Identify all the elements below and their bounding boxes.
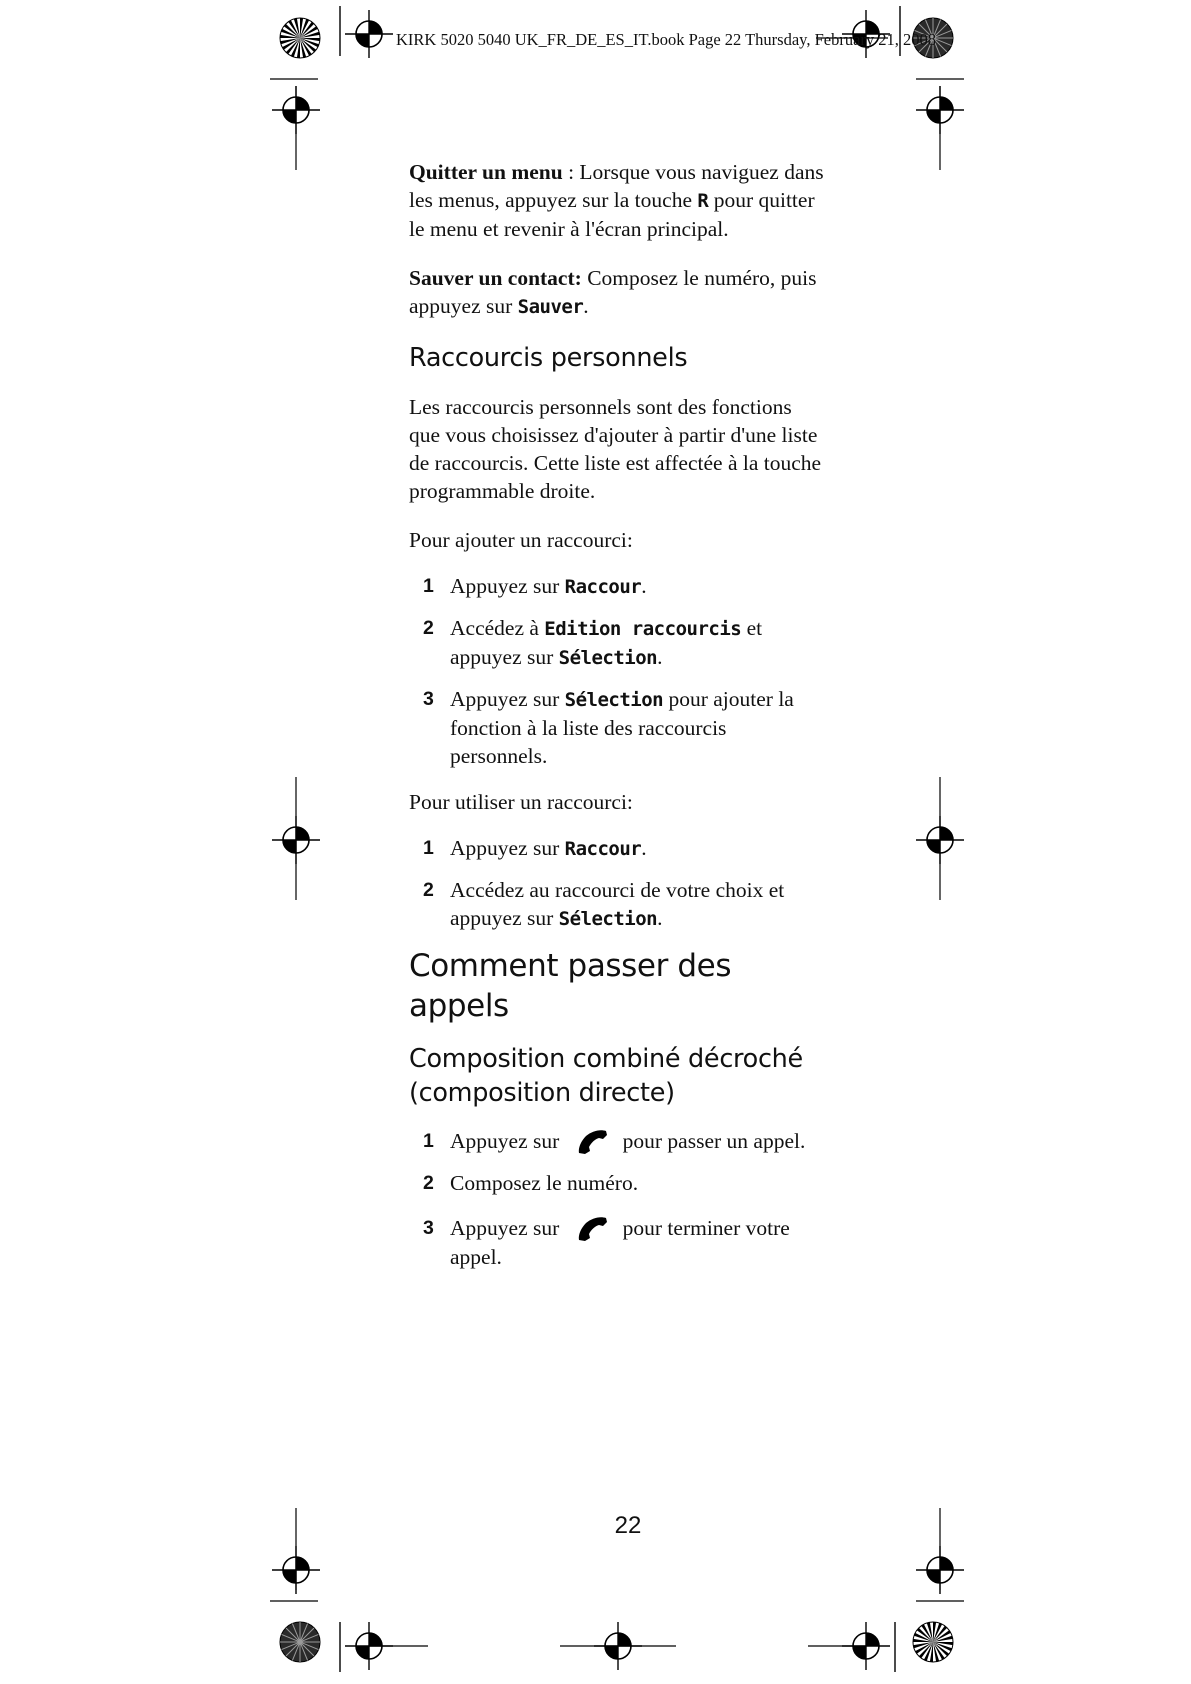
step-number: 3: [423, 1217, 434, 1239]
list-item: 3 Appuyez sur Sélection pour ajouter la fonction à la liste des raccourcis personnels.: [423, 687, 794, 768]
step-number: 2: [423, 617, 434, 639]
page-content: [409, 158, 824, 1271]
step-number: 1: [423, 837, 434, 859]
shortcuts-heading: Raccourcis personnels: [409, 343, 688, 373]
softkey-label: Raccour: [564, 576, 642, 598]
handset-icon: [575, 1128, 615, 1156]
quit-menu-paragraph: Quitter un menu : Lorsque vous naviguez dans les menus, appuyez sur la touche R pour quitter le menu et revenir à l'écran principal.: [409, 160, 824, 241]
list-item: 1 Appuyez sur pour passer un appel.: [409, 1127, 824, 1156]
use-shortcut-steps: [409, 834, 824, 933]
calls-heading: Comment passer des appels: [409, 948, 732, 1024]
list-item: 2 Accédez à Edition raccourcis et appuyez sur Sélection.: [423, 616, 763, 669]
list-item: 1 Appuyez sur Raccour.: [423, 574, 647, 598]
shortcuts-intro: Les raccourcis personnels sont des fonctions que vous choisissez d'ajouter à partir d'une liste de raccourcis. Cette liste est affectée à la touche programmable droite.: [409, 395, 822, 503]
step-number: 1: [423, 575, 434, 597]
softkey-label: Raccour: [564, 838, 642, 860]
list-item: 1 Appuyez sur Raccour.: [423, 836, 647, 860]
quit-menu-label: Quitter un menu: [409, 160, 563, 184]
list-item: 2 Accédez au raccourci de votre choix et appuyez sur Sélection.: [423, 878, 785, 930]
handset-icon: [575, 1215, 615, 1243]
print-slug: KIRK 5020 5040 UK_FR_DE_ES_IT.book Page 22 Thursday, February 21, 2008: [396, 30, 937, 49]
add-shortcut-title: Pour ajouter un raccourci:: [409, 528, 633, 552]
direct-dial-heading: Composition combiné décroché (composition directe): [409, 1044, 803, 1108]
sauver-key-label: Sauver: [517, 296, 584, 318]
use-shortcut-title: Pour utiliser un raccourci:: [409, 790, 633, 814]
step-number: 2: [423, 1172, 434, 1194]
save-contact-label: Sauver un contact:: [409, 266, 582, 290]
step-number: 2: [423, 879, 434, 901]
softkey-label: Sélection: [558, 647, 658, 669]
softkey-label: Sélection: [564, 689, 664, 711]
save-contact-paragraph: Sauver un contact: Composez le numéro, puis appuyez sur Sauver.: [409, 266, 817, 318]
menu-item-label: Edition raccourcis: [544, 618, 742, 640]
list-item: 3 Appuyez sur pour terminer votre appel.: [423, 1216, 790, 1269]
r-key-label: R: [697, 190, 709, 212]
step-number: 3: [423, 688, 434, 710]
add-shortcut-steps: [409, 572, 824, 770]
page-number: 22: [614, 1512, 642, 1539]
list-item: 2 Composez le numéro.: [423, 1171, 639, 1195]
step-number: 1: [423, 1130, 434, 1152]
softkey-label: Sélection: [558, 908, 658, 930]
call-steps: [409, 1127, 824, 1271]
